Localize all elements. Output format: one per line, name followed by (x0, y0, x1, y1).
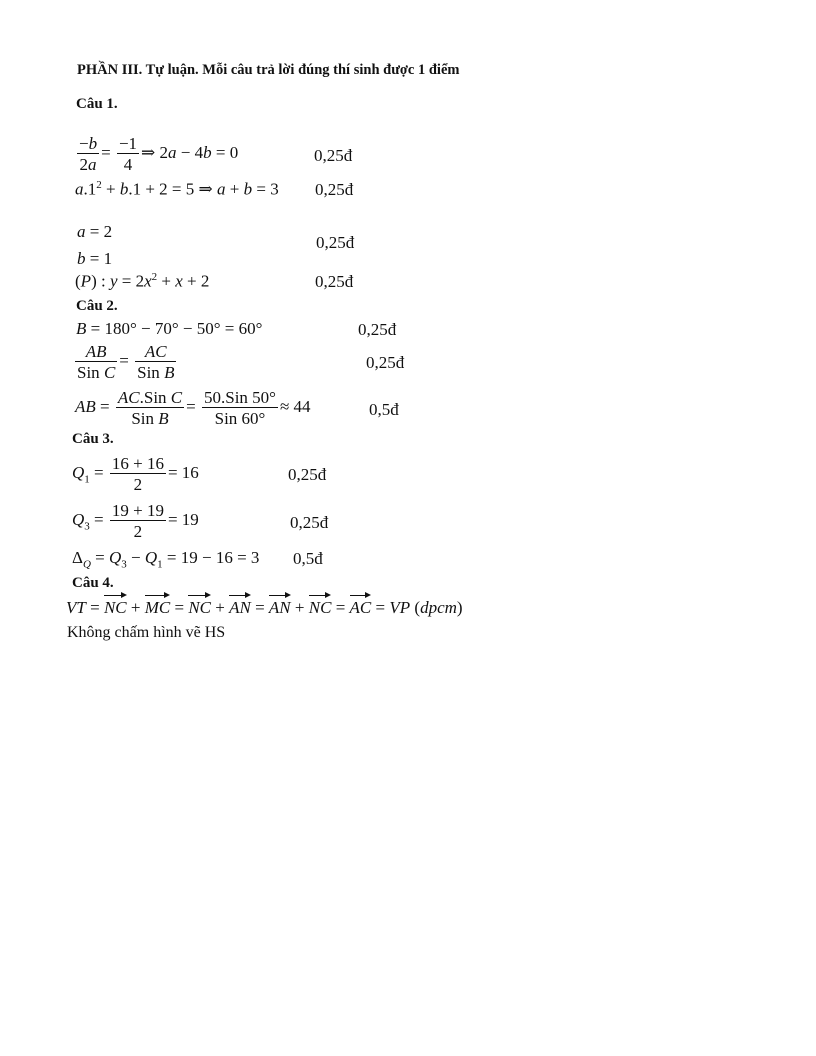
q2-score-3: 0,5đ (369, 400, 399, 419)
q2-equation-3: AB = $\frac{\text{AC.Sin C}}{\text{Sin B}}$ = $\frac{\text{50.Sin 50°}}{\text{Sin 60°}}$ ≈ 44 (75, 388, 311, 428)
q1-equation-parabola: (P) : $y = 2x^2 + x + 2$ (75, 271, 210, 291)
q4-vector-equation: VT = NC + MC = NC + AN = AN + NC = AC = VP (dpcm) (66, 594, 463, 616)
q1-score-2: 0,25đ (315, 180, 354, 199)
q1-score-1: 0,25đ (314, 146, 353, 165)
q3-score-1: 0,25đ (288, 465, 327, 484)
question-4-label: Câu 4. (72, 575, 114, 591)
grading-note: Không chấm hình vẽ HS (67, 624, 226, 641)
q2-score-2: 0,25đ (366, 353, 405, 372)
q1-equation-a: a = 2 (77, 222, 113, 241)
section-heading: PHẦN III. Tự luận. Mỗi câu trả lời đúng thí sinh được 1 điểm (77, 62, 460, 78)
q1-score-4: 0,25đ (315, 272, 354, 291)
q1-equation-2: $a.1^2 + b.1 + 2 = 5$ ⇒ a + b = 3 (75, 179, 279, 199)
question-3-label: Câu 3. (72, 431, 114, 447)
q2-score-1: 0,25đ (358, 320, 397, 339)
q3-equation-2: $Q_3$ = $\frac{19 + 19}{2}$ = 19 (72, 501, 199, 541)
q1-equation-1: $\frac{-b}{2a}$ = $\frac{-1}{4}$ ⇒ 2a − 4b = 0 (79, 134, 239, 174)
q2-equation-1: B = 180° − 70° − 50° = 60° (76, 319, 263, 338)
q3-score-3: 0,5đ (293, 549, 323, 568)
q1-equation-b: b = 1 (77, 249, 113, 268)
q3-equation-1: $Q_1$ = $\frac{16 + 16}{2}$ = 16 (72, 454, 199, 494)
question-1-label: Câu 1. (76, 96, 118, 112)
q3-score-2: 0,25đ (290, 513, 329, 532)
q3-equation-3: $\Delta_Q = Q_3 - Q_1 = 19 - 16 = 3$ (72, 548, 260, 571)
question-2-label: Câu 2. (76, 298, 118, 314)
q1-score-3: 0,25đ (316, 233, 355, 252)
q2-equation-2: $\frac{AB}{\text{Sin C}}$ = $\frac{AC}{\text{Sin B}}$ (77, 342, 175, 382)
